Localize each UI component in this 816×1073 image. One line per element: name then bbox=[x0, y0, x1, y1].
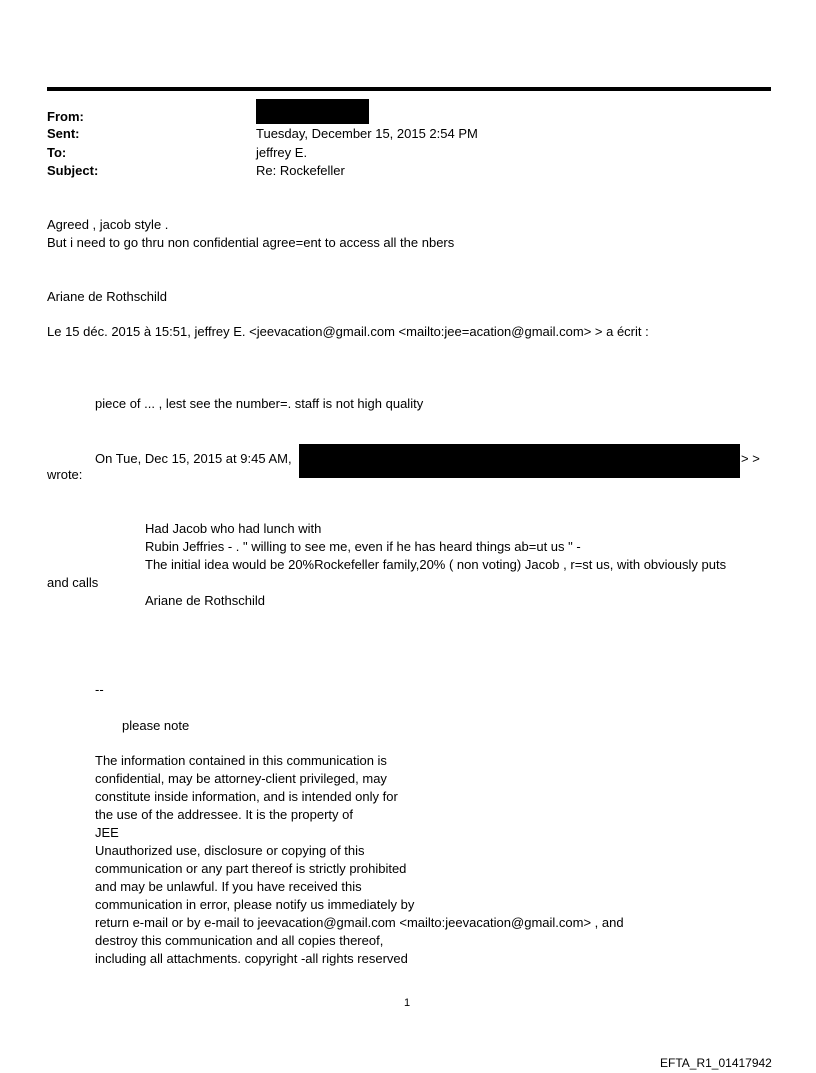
disclaimer-line: destroy this communication and all copies thereof, bbox=[95, 933, 384, 948]
disclaimer-line: communication or any part thereof is strictly prohibited bbox=[95, 861, 407, 876]
sig-dash: -- bbox=[95, 682, 104, 697]
disclaimer-line: confidential, may be attorney-client privileged, may bbox=[95, 771, 387, 786]
to-value: jeffrey E. bbox=[256, 145, 308, 160]
inner-line-3b: and calls bbox=[47, 575, 99, 590]
disclaimer-line: The information contained in this communication is bbox=[95, 753, 387, 768]
subject-label: Subject: bbox=[47, 163, 99, 178]
from-redaction bbox=[256, 99, 369, 124]
subject-value: Re: Rockefeller bbox=[256, 163, 345, 178]
header-rule bbox=[47, 87, 771, 91]
to-label: To: bbox=[47, 145, 67, 160]
disclaimer-line: Unauthorized use, disclosure or copying of this bbox=[95, 843, 365, 858]
inner-line-3: The initial idea would be 20%Rockefeller family,20% ( non voting) Jacob , r=st us, with obviously puts bbox=[145, 557, 727, 572]
on-tue-end: > > bbox=[741, 451, 760, 466]
wrote-line: wrote: bbox=[47, 467, 83, 482]
inner-line-2: Rubin Jeffries - . " willing to see me, even if he has heard things ab=ut us " - bbox=[145, 539, 581, 554]
page-number: 1 bbox=[404, 997, 411, 1009]
quote-intro: Le 15 déc. 2015 à 15:51, jeffrey E. <jeevacation@gmail.com <mailto:jee=acation@gmail.com> > a écrit : bbox=[47, 324, 649, 339]
disclaimer-line: communication in error, please notify us immediately by bbox=[95, 897, 415, 912]
from-label: From: bbox=[47, 109, 84, 124]
body-line-2: But i need to go thru non confidential agree=ent to access all the nbers bbox=[47, 235, 455, 250]
disclaimer-line: constitute inside information, and is intended only for bbox=[95, 789, 398, 804]
disclaimer-line: the use of the addressee. It is the property of bbox=[95, 807, 353, 822]
disclaimer-line: and may be unlawful. If you have received this bbox=[95, 879, 362, 894]
disclaimer-line: JEE bbox=[95, 825, 119, 840]
inner-signature: Ariane de Rothschild bbox=[145, 593, 265, 608]
signature: Ariane de Rothschild bbox=[47, 289, 167, 304]
footer-document-id: EFTA_R1_01417942 bbox=[660, 1056, 772, 1070]
on-tue-line: On Tue, Dec 15, 2015 at 9:45 AM, bbox=[95, 451, 292, 466]
sent-label: Sent: bbox=[47, 126, 80, 141]
disclaimer-line: including all attachments. copyright -all rights reserved bbox=[95, 951, 408, 966]
sender-redaction bbox=[299, 444, 740, 478]
reply-line: piece of ... , lest see the number=. staff is not high quality bbox=[95, 396, 424, 411]
inner-line-1: Had Jacob who had lunch with bbox=[145, 521, 322, 536]
disclaimer-line: return e-mail or by e-mail to jeevacation@gmail.com <mailto:jeevacation@gmail.com> , and bbox=[95, 915, 624, 930]
sent-value: Tuesday, December 15, 2015 2:54 PM bbox=[256, 126, 478, 141]
body-line-1: Agreed , jacob style . bbox=[47, 217, 169, 232]
please-note: please note bbox=[122, 718, 190, 733]
